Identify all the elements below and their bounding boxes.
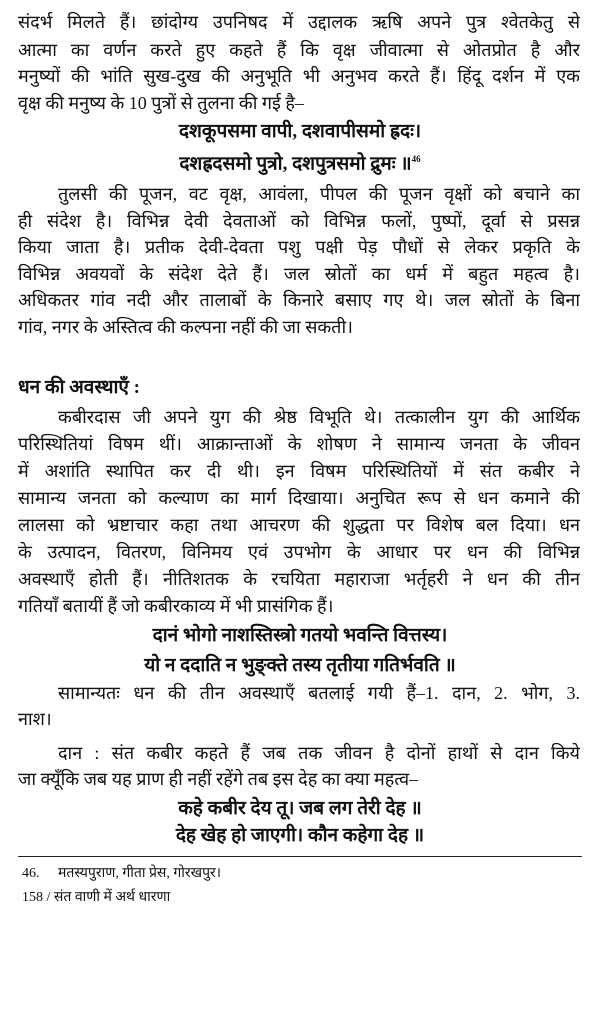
text-line: जा क्यूँकि जब यह प्राण ही नहीं रहेंगे तब इस देह का क्या महत्व– [18,769,419,789]
text-line: ही संदेश है। विभिन्न देवी देवताओं को विभिन्न फलों, पुष्पों, दूर्वा से प्रसन्न [18,211,580,231]
footnote [22,864,221,884]
text-line: सामान्यतः धन की तीन अवस्थाएँ बतलाई गयी हैं–1. दान, 2. भोग, 3. [58,683,580,703]
text-line: किया जाता है। प्रतीक देवी-देवता पशु पक्षी पेड़ पौधों से लेकर प्रकृति के [18,237,580,257]
text-line: परिस्थितियां विषम थीं। आक्रान्ताओं के शोषण ने सामान्य जनता के जीवन [18,434,580,454]
verse-line: दशकूपसमा वापी, दशवापीसमो ह्रदः। [178,121,422,142]
verse-line [0,146,600,177]
verse-line: यो न ददाति न भुङ्क्ते तस्य तृतीया गतिर्भवति ॥ [144,655,456,676]
text-line: गांव, नगर के अस्तित्व की कल्पना नहीं की जा सकती। [18,317,353,337]
text-line: दान : संत कबीर कहते हैं जब तक जीवन है दोनों हाथों से दान किये [58,743,580,763]
text-line: के उत्पादन, वितरण, विनिमय एवं उपभोग के आधार पर धन की विभिन्न [18,542,580,562]
text-line: नाश। [18,709,52,729]
footnote-number: 46. [22,866,40,881]
text-line: मनुष्यों की भांति सुख-दुख की अनुभूति भी अनुभव करते हैं। हिंदू दर्शन में एक [18,66,580,86]
verse-line: कहे कबीर देय तू। जब लग तेरी देह ॥ [178,798,422,819]
verse-line: देह खेह हो जाएगी। कौन कहेगा देह ॥ [175,825,425,846]
text-line: लालसा को भ्रष्टाचार कहा तथा आचरण की शुद्धता पर विशेष बल दिया। धन [18,515,580,535]
footnote-ref: 46 [411,154,421,164]
verse-text: दशह्रदसमो पुत्रो, दशपुत्रसमो द्रुमः ॥ [179,153,412,175]
text-line: तुलसी की पूजन, वट वृक्ष, आवंला, पीपल की पूजन वृक्षों को बचाने का [58,184,580,204]
text-line: संदर्भ मिलते हैं। छांदोग्य उपनिषद में उद्दालक ऋषि अपने पुत्र श्वेतकेतु से [18,12,580,32]
text-line: कबीरदास जी अपने युग की श्रेष्ठ विभूति थे। तत्कालीन युग की आर्थिक [58,407,580,427]
footnote-divider [18,856,582,857]
text-line: में अशांति स्थापित कर दी थी। इन विषम परिस्थितियों में संत कबीर ने [18,461,580,481]
text-line: आत्मा का वर्णन करते हुए कहते हैं कि वृक्ष जीवात्मा से ओतप्रोत है और [18,40,580,60]
page-footer: 158 / संत वाणी में अर्थ धारणा [22,890,171,905]
footnote-text: मतस्यपुराण, गीता प्रेस, गोरखपुर। [58,866,222,881]
text-line: अवस्थाएँ होती हैं। नीतिशतक के रचयिता महाराजा भर्तृहरी ने धन की तीन [18,569,580,589]
text-line: विभिन्न अवयवों के संदेश देते हैं। जल स्रोतों का धर्म में बहुत महत्व है। [18,264,580,284]
section-heading: धन की अवस्थाएँ : [18,377,140,398]
text-line: अधिकतर गांव नदी और तालाबों के किनारे बसाए गए थे। जल स्रोतों के बिना [18,290,580,310]
verse-line: दानं भोगो नाशस्तिस्त्रो गतयो भवन्ति वित्तस्य। [152,625,448,646]
text-line: वृक्ष की मनुष्य के 10 पुत्रों से तुलना की गई है– [18,93,304,113]
text-line: सामान्य जनता को कल्याण का मार्ग दिखाया। अनुचित रूप से धन कमाने की [18,488,580,508]
text-line: गतियाँ बतायीं हैं जो कबीरकाव्य में भी प्रासंगिक हैं। [18,596,334,616]
